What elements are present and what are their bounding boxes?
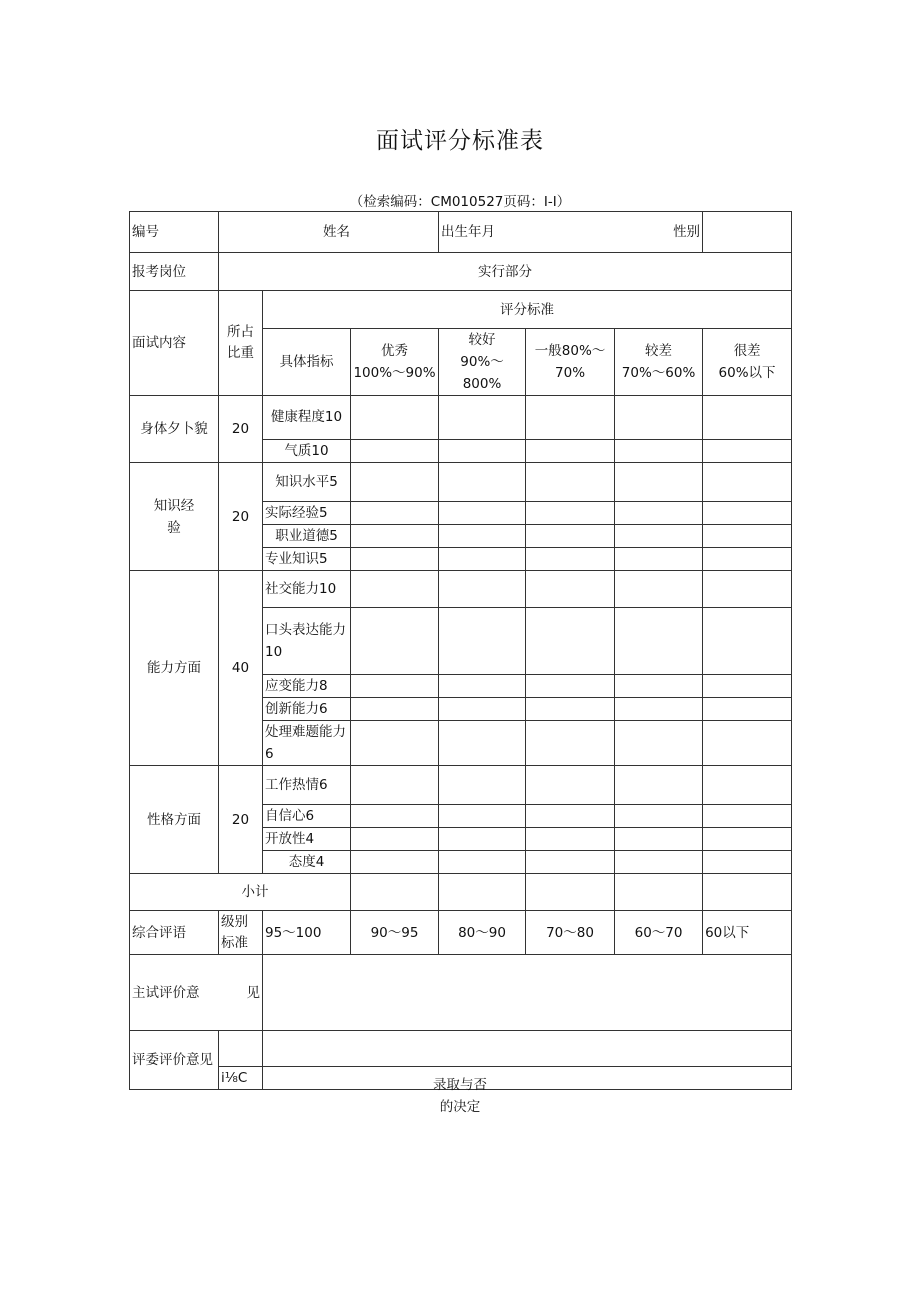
indicator-cell: 社交能力10: [263, 571, 351, 608]
score-cell[interactable]: [439, 548, 526, 571]
score-cell[interactable]: [526, 548, 615, 571]
grade-header-good: 较好 90%～800%: [439, 329, 526, 396]
score-cell[interactable]: [526, 608, 615, 675]
weight-header: 所占比重: [219, 291, 263, 396]
score-cell[interactable]: [703, 828, 792, 851]
dept-label: 实行部分: [478, 263, 533, 280]
committee-comment-input[interactable]: [263, 1031, 792, 1067]
grade-header-average: 一般80%～ 70%: [526, 329, 615, 396]
score-cell[interactable]: [615, 608, 703, 675]
score-cell[interactable]: [703, 463, 792, 502]
document-code: （检索编码：CM010527页码：I-I）: [349, 194, 571, 210]
score-cell[interactable]: [703, 721, 792, 766]
score-cell[interactable]: [703, 675, 792, 698]
score-cell[interactable]: [439, 698, 526, 721]
indicator-cell: 专业知识5: [263, 548, 351, 571]
section-weight: 20: [219, 396, 263, 463]
score-cell[interactable]: [615, 525, 703, 548]
scoring-form-table: [129, 211, 792, 1090]
score-cell[interactable]: [615, 851, 703, 874]
number-label: 编号: [130, 212, 219, 253]
score-cell[interactable]: [526, 874, 615, 911]
grade-header-very-poor: 很差 60%以下: [703, 329, 792, 396]
score-cell[interactable]: [439, 525, 526, 548]
score-cell[interactable]: [615, 675, 703, 698]
indicator-cell: 应变能力8: [263, 675, 351, 698]
score-cell[interactable]: [615, 463, 703, 502]
grade-header-excellent: 优秀 100%～90%: [351, 329, 439, 396]
position-label: 报考岗位: [130, 253, 219, 291]
indicator-cell: 开放性4: [263, 828, 351, 851]
score-cell[interactable]: [615, 828, 703, 851]
score-cell[interactable]: [439, 805, 526, 828]
score-cell[interactable]: [351, 502, 439, 525]
score-cell[interactable]: [351, 805, 439, 828]
score-cell[interactable]: [703, 851, 792, 874]
standard-header: 评分标准: [263, 291, 792, 329]
section-name: 性格方面: [130, 766, 219, 874]
range-cell[interactable]: 95～100: [263, 911, 351, 955]
indicator-cell: 实际经验5: [263, 502, 351, 525]
score-cell[interactable]: [526, 721, 615, 766]
indicator-cell: 处理难题能力6: [263, 721, 351, 766]
score-cell[interactable]: [439, 463, 526, 502]
score-cell[interactable]: [351, 525, 439, 548]
score-cell[interactable]: [351, 874, 439, 911]
score-cell[interactable]: [703, 766, 792, 805]
header-row-1: [130, 291, 792, 329]
score-cell[interactable]: [439, 571, 526, 608]
score-cell[interactable]: [526, 571, 615, 608]
range-cell[interactable]: 90～95: [351, 911, 439, 955]
dept-cell[interactable]: [219, 253, 792, 291]
score-cell[interactable]: [703, 571, 792, 608]
range-cell[interactable]: 70～80: [526, 911, 615, 955]
score-cell[interactable]: [526, 851, 615, 874]
committee-mark: i⅛C: [219, 1067, 263, 1090]
score-cell[interactable]: [351, 608, 439, 675]
examiner-row: [130, 955, 792, 1031]
page-title: 面试评分标准表: [376, 128, 544, 154]
score-cell[interactable]: [615, 721, 703, 766]
score-cell[interactable]: [439, 828, 526, 851]
name-label: 姓名: [323, 224, 350, 240]
score-cell[interactable]: [615, 548, 703, 571]
score-cell[interactable]: [615, 766, 703, 805]
indicator-cell: 职业道德5: [263, 525, 351, 548]
table-row: [130, 396, 792, 440]
score-cell[interactable]: [703, 548, 792, 571]
score-cell[interactable]: [703, 608, 792, 675]
birth-label: 出生年月: [441, 224, 496, 240]
score-cell[interactable]: [615, 571, 703, 608]
score-cell[interactable]: [615, 502, 703, 525]
section-weight: 20: [219, 766, 263, 874]
score-cell[interactable]: [351, 851, 439, 874]
committee-sign-cell[interactable]: [219, 1031, 263, 1067]
score-cell[interactable]: [439, 502, 526, 525]
comprehensive-row: [130, 911, 792, 955]
indicator-cell: 工作热情6: [263, 766, 351, 805]
name-cell[interactable]: [219, 212, 439, 253]
table-row: [130, 463, 792, 502]
score-cell[interactable]: [526, 828, 615, 851]
committee-row-1: [130, 1031, 792, 1067]
score-cell[interactable]: [351, 766, 439, 805]
score-cell[interactable]: [351, 698, 439, 721]
score-cell[interactable]: [526, 525, 615, 548]
score-cell[interactable]: [615, 805, 703, 828]
section-weight: 40: [219, 571, 263, 766]
score-cell[interactable]: [703, 396, 792, 440]
table-row: [130, 571, 792, 608]
score-cell[interactable]: [615, 440, 703, 463]
score-cell[interactable]: [526, 805, 615, 828]
score-cell[interactable]: [526, 502, 615, 525]
score-cell[interactable]: [703, 440, 792, 463]
position-row: [130, 253, 792, 291]
score-cell[interactable]: [526, 698, 615, 721]
score-cell[interactable]: [351, 675, 439, 698]
score-cell[interactable]: [439, 675, 526, 698]
subtotal-label: 小计: [130, 874, 351, 911]
score-cell[interactable]: [439, 608, 526, 675]
indicator-cell: 自信心6: [263, 805, 351, 828]
score-cell[interactable]: [703, 502, 792, 525]
range-cell[interactable]: 60以下: [703, 911, 792, 955]
section-name: 身体夕卜貌: [130, 396, 219, 463]
score-cell[interactable]: [439, 874, 526, 911]
score-cell[interactable]: [351, 396, 439, 440]
admission-decision: 录取与否 的决定: [433, 1077, 487, 1115]
score-cell[interactable]: [615, 874, 703, 911]
content-header: 面试内容: [130, 291, 219, 396]
score-cell[interactable]: [615, 396, 703, 440]
score-cell[interactable]: [703, 874, 792, 911]
score-cell[interactable]: [351, 440, 439, 463]
range-cell[interactable]: 60～70: [615, 911, 703, 955]
score-cell[interactable]: [351, 828, 439, 851]
grade-header-poor: 较差 70%～60%: [615, 329, 703, 396]
examiner-comment-input[interactable]: [263, 955, 792, 1031]
score-cell[interactable]: [526, 675, 615, 698]
indicator-cell: 态度4: [263, 851, 351, 874]
section-name: 能力方面: [130, 571, 219, 766]
committee-label: 评委评价意见: [130, 1031, 219, 1090]
score-cell[interactable]: [351, 548, 439, 571]
score-cell[interactable]: [703, 805, 792, 828]
score-cell[interactable]: [703, 698, 792, 721]
table-row: [130, 766, 792, 805]
indicator-cell: 知识水平5: [263, 463, 351, 502]
comprehensive-label: 综合评语: [130, 911, 219, 955]
score-cell[interactable]: [439, 440, 526, 463]
indicator-cell: 口头表达能力10: [263, 608, 351, 675]
gender-input[interactable]: [703, 212, 792, 253]
basic-info-row: [130, 212, 792, 253]
indicator-cell: 气质10: [263, 440, 351, 463]
score-cell[interactable]: [351, 721, 439, 766]
score-cell[interactable]: [526, 440, 615, 463]
score-cell[interactable]: [351, 463, 439, 502]
indicator-header: 具体指标: [263, 329, 351, 396]
score-cell[interactable]: [439, 396, 526, 440]
birth-gender-cell[interactable]: [439, 212, 703, 253]
score-cell[interactable]: [703, 525, 792, 548]
examiner-label: 主试评价意 见: [130, 955, 263, 1031]
score-cell[interactable]: [439, 766, 526, 805]
indicator-cell: 健康程度10: [263, 396, 351, 440]
score-cell[interactable]: [526, 766, 615, 805]
range-cell[interactable]: 80～90: [439, 911, 526, 955]
score-cell[interactable]: [439, 721, 526, 766]
indicator-cell: 创新能力6: [263, 698, 351, 721]
score-cell[interactable]: [439, 851, 526, 874]
score-cell[interactable]: [615, 698, 703, 721]
level-label: 级别标准: [219, 911, 263, 955]
gender-label: 性别: [673, 224, 701, 240]
subtotal-row: [130, 874, 792, 911]
section-name: 知识经验: [130, 463, 219, 571]
score-cell[interactable]: [526, 396, 615, 440]
score-cell[interactable]: [526, 463, 615, 502]
score-cell[interactable]: [351, 571, 439, 608]
section-weight: 20: [219, 463, 263, 571]
